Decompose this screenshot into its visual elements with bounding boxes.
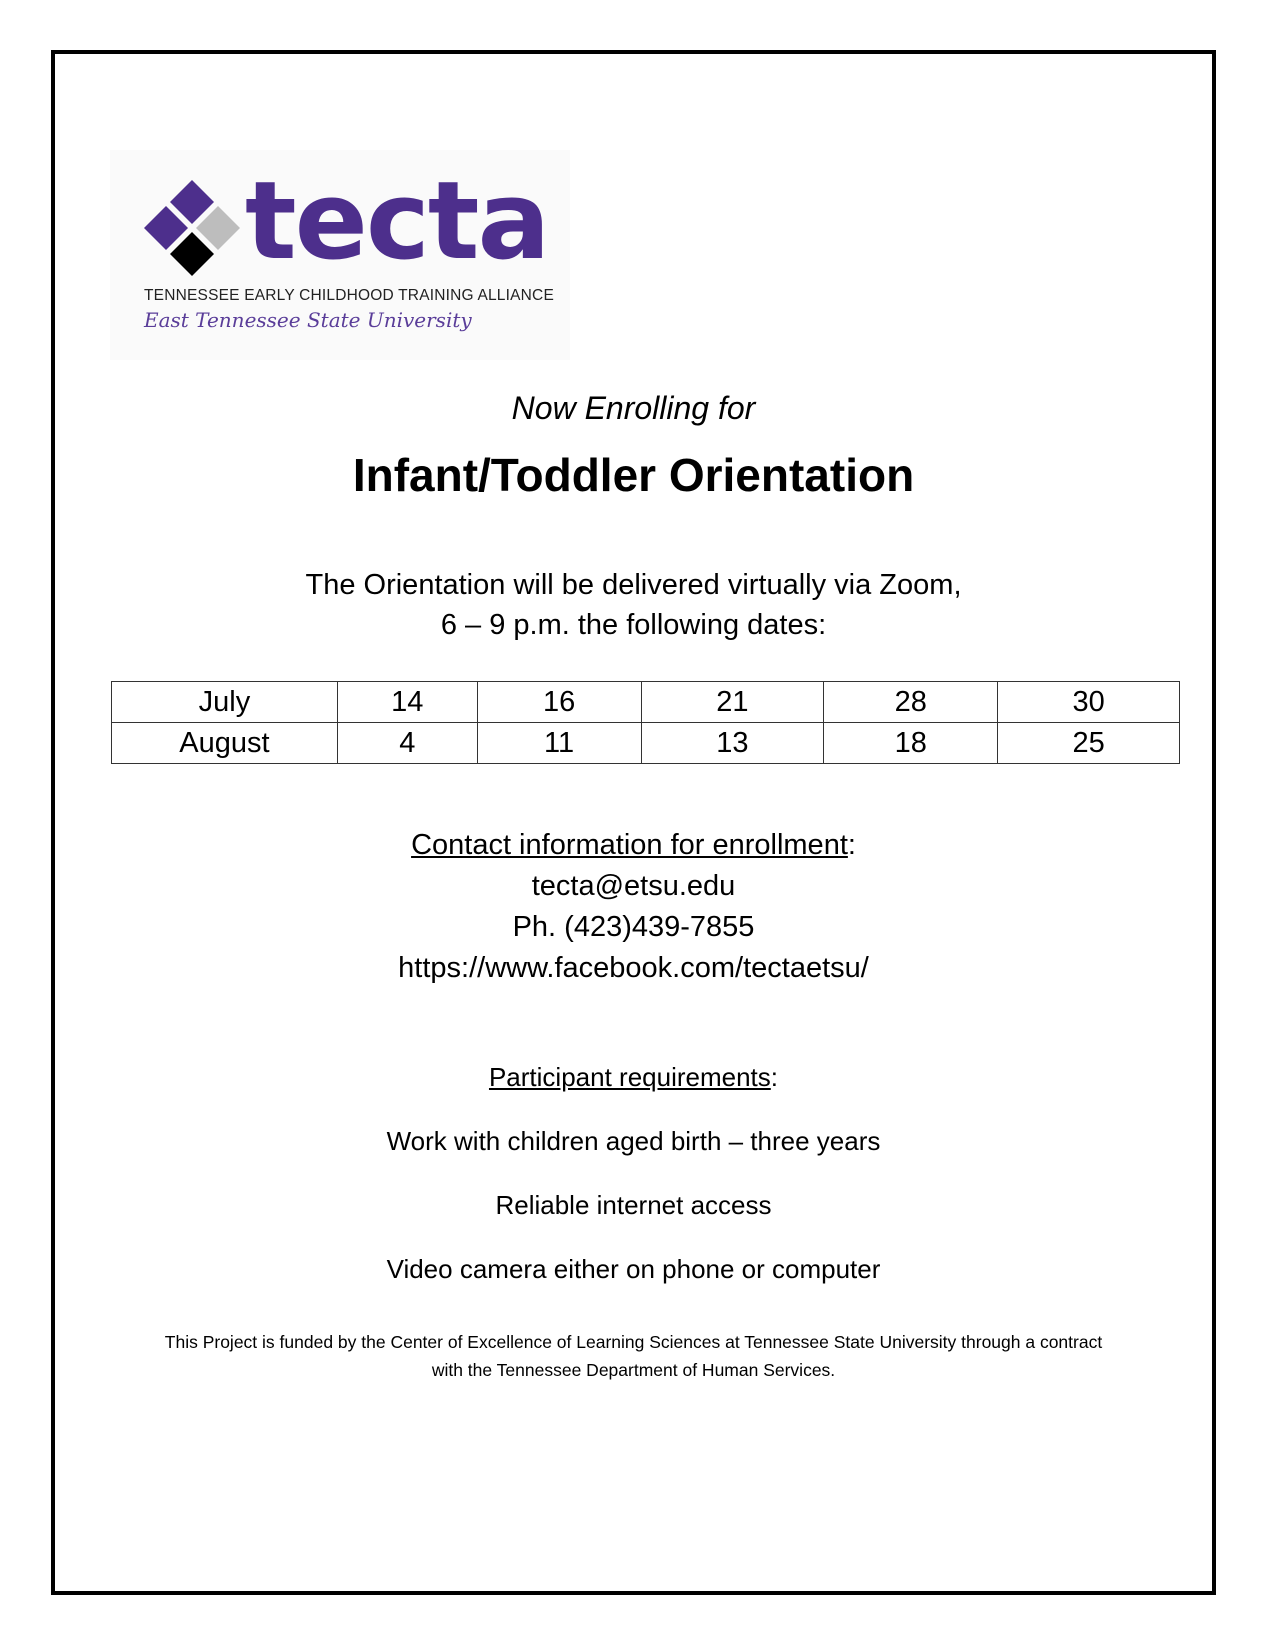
contact-section — [51, 825, 1216, 989]
contact-facebook-link[interactable]: https://www.facebook.com/tectaetsu/ — [398, 952, 869, 984]
contact-email[interactable]: tecta@etsu.edu — [531, 870, 736, 902]
contact-heading-colon: : — [847, 829, 856, 861]
date-cell: 11 — [477, 723, 641, 764]
requirements-heading-colon: : — [770, 1062, 779, 1092]
intro-line-2: 6 – 9 p.m. the following dates: — [440, 609, 827, 641]
funding-line-2: with the Tennessee Department of Human Services. — [431, 1360, 836, 1380]
contact-heading-text: Contact information for enrollment — [411, 829, 848, 861]
date-cell: 4 — [337, 723, 477, 764]
requirements-heading-text: Participant requirements — [488, 1062, 771, 1092]
date-cell: 21 — [641, 682, 824, 723]
table-row — [112, 682, 1180, 723]
page-title: Infant/Toddler Orientation — [352, 449, 915, 501]
month-cell: July — [112, 682, 338, 723]
date-cell: 30 — [998, 682, 1180, 723]
contact-phone: Ph. (423)439-7855 — [512, 911, 755, 943]
date-cell: 16 — [477, 682, 641, 723]
funding-line-1: This Project is funded by the Center of Excellence of Learning Sciences at Tennessee State University through a contract — [164, 1332, 1103, 1352]
contact-heading — [51, 825, 1216, 866]
funding-note — [51, 1328, 1216, 1384]
date-cell: 28 — [824, 682, 998, 723]
date-cell: 13 — [641, 723, 824, 764]
logo-wordmark: tecta — [245, 159, 549, 284]
intro-text — [51, 565, 1216, 645]
requirement-item: Video camera either on phone or computer — [386, 1254, 881, 1284]
requirement-item: Reliable internet access — [495, 1190, 772, 1220]
table-row — [112, 723, 1180, 764]
intro-line-1: The Orientation will be delivered virtually via Zoom, — [305, 569, 962, 601]
logo-university: East Tennessee State University — [144, 308, 472, 332]
date-cell: 14 — [337, 682, 477, 723]
requirement-item: Work with children aged birth – three years — [386, 1126, 881, 1156]
logo-tagline: TENNESSEE EARLY CHILDHOOD TRAINING ALLIANCE — [144, 287, 554, 304]
month-cell: August — [112, 723, 338, 764]
page-subtitle: Now Enrolling for — [511, 390, 756, 426]
diamond-logo-icon — [140, 180, 240, 280]
requirements-heading — [51, 1062, 1216, 1093]
tecta-logo — [110, 150, 570, 360]
date-cell: 18 — [824, 723, 998, 764]
schedule-table — [111, 681, 1180, 764]
date-cell: 25 — [998, 723, 1180, 764]
